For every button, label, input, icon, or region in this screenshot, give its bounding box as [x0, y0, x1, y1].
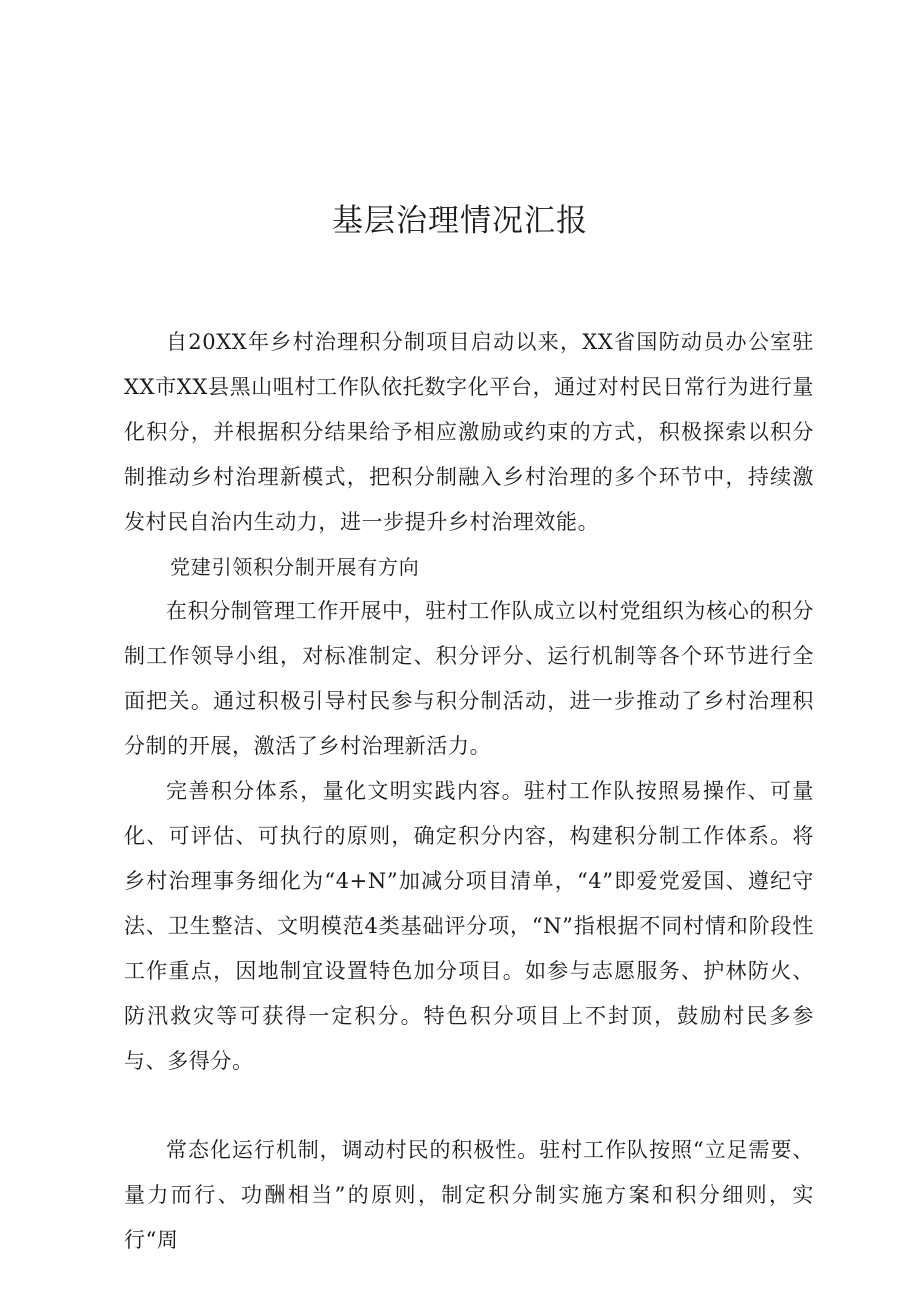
intro-paragraph: 自20XX年乡村治理积分制项目启动以来，XX省国防动员办公室驻XX市XX县黑山咀村工作队依托数字化平台，通过对村民日常行为进行量化积分，并根据积分结果给予相应激励或约束的方式，积极探索以积分制推动乡村治理新模式，把积分制融入乡村治理的多个环节中，持续激发村民自治内生动力，进一步提升乡村治理效能。 — [124, 330, 814, 534]
party-building-paragraph: 在积分制管理工作开展中，驻村工作队成立以村党组织为核心的积分制工作领导小组，对标准制定、积分评分、运行机制等各个环节进行全面把关。通过积极引导村民参与积分制活动，进一步推动了乡村治理积分制的开展，激活了乡村治理新活力。 — [124, 599, 814, 758]
operation-mechanism-paragraph: 常态化运行机制，调动村民的积极性。驻村工作队按照“立足需要、量力而行、功酬相当”的原则，制定积分制实施方案和积分细则，实行“周 — [124, 1138, 814, 1252]
document-body — [124, 320, 814, 1263]
document-title: 基层治理情况汇报 — [332, 203, 588, 239]
paragraph-gap — [124, 1084, 814, 1128]
section-heading-party-building: 党建引领积分制开展有方向 — [170, 555, 420, 579]
points-system-paragraph: 完善积分体系，量化文明实践内容。驻村工作队按照易操作、可量化、可评估、可执行的原则，确定积分内容，构建积分制工作体系。将乡村治理事务细化为“4+N”加减分项目清单，“4”即爱党爱国、遵纪守法、卫生整洁、文明模范4类基础评分项，“N”指根据不同村情和阶段性工作重点，因地制宜设置特色加分项目。如参与志愿服务、护林防火、防汛救灾等可获得一定积分。特色积分项目上不封顶，鼓励村民多参与、多得分。 — [124, 779, 814, 1073]
